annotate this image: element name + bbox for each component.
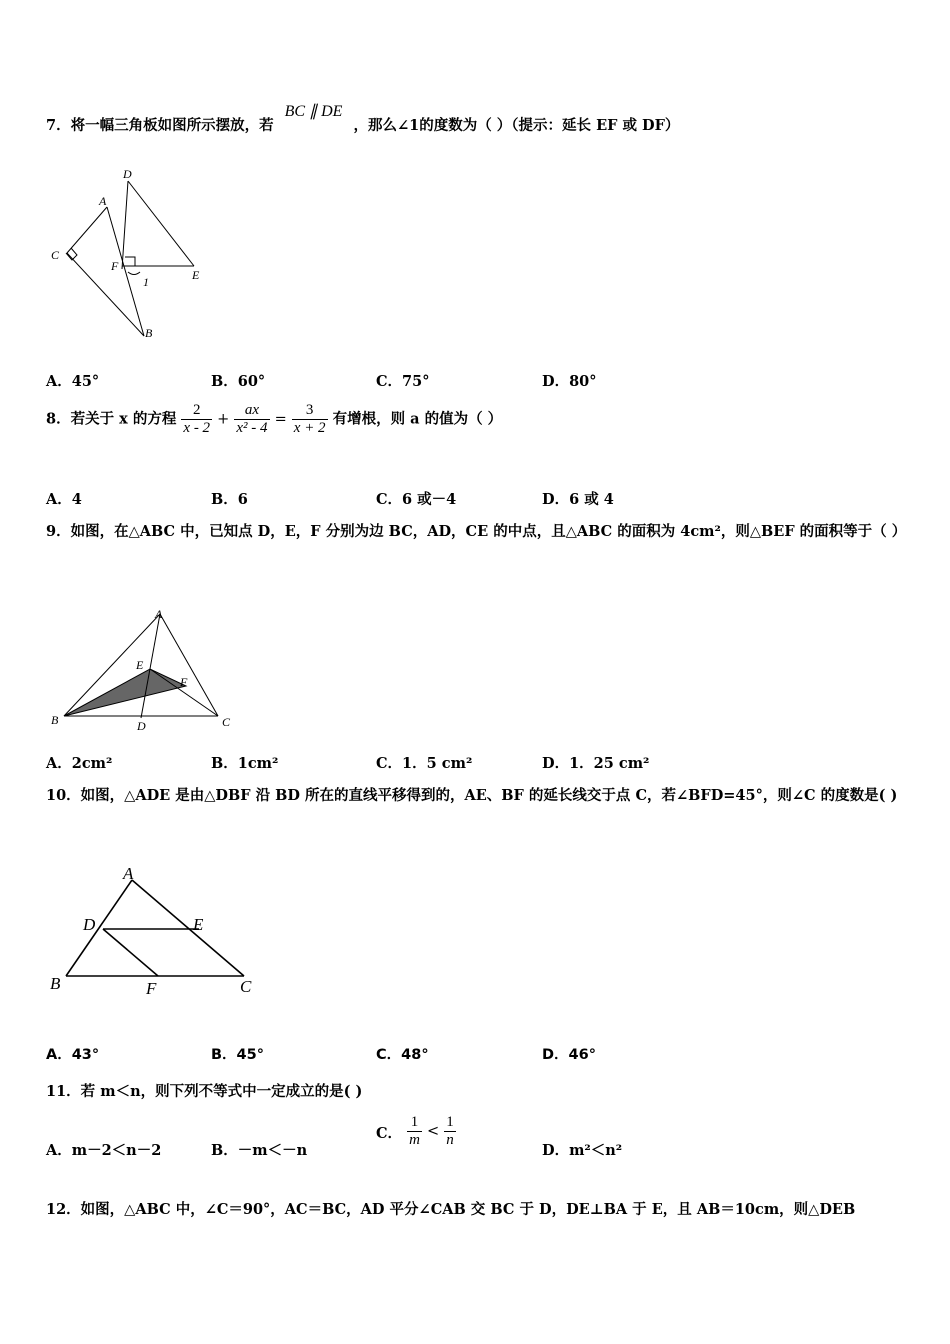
q9-option-b[interactable]: B．1cm²: [211, 755, 279, 772]
q8-stem: [46, 402, 502, 437]
q10-option-d[interactable]: D．46°: [542, 1047, 596, 1063]
q10-segment-ac: [132, 880, 244, 976]
q9-option-c[interactable]: C．1．5 cm²: [376, 755, 473, 772]
q9-option-a[interactable]: A．2cm²: [46, 755, 113, 772]
q10-label-b: B: [50, 974, 61, 993]
q10-segment-ab: [66, 880, 132, 976]
q7-figure: [44, 165, 219, 345]
q11-stem: 11．若 m＜n，则下列不等式中一定成立的是( ): [46, 1083, 363, 1100]
q11-option-a[interactable]: A．m－2＜n－2: [46, 1142, 162, 1159]
q9-figure: [48, 606, 238, 736]
q10-label-c: C: [240, 977, 252, 996]
q9-stem: 9．如图，在△ABC 中，已知点 D，E，F 分别为边 BC，AD，CE 的中点，且△ABC 的面积为 4cm²，则△BEF 的面积等于（ ）: [46, 523, 907, 540]
q11-option-b[interactable]: B．－m＜－n: [211, 1142, 308, 1159]
q7-label-b: B: [145, 326, 153, 340]
q7-stem-prefix: 7．将一幅三角板如图所示摆放，若: [46, 117, 274, 134]
q9-segment-ac: [160, 614, 218, 716]
q7-parallel-math: BC ∥ DE: [284, 103, 343, 120]
q7-label-f: F: [111, 259, 119, 273]
q7-segment-de: [128, 181, 194, 266]
q10-segment-df: [103, 929, 158, 976]
q7-label-angle-1: 1: [143, 275, 149, 289]
q8-option-b[interactable]: B．6: [211, 491, 248, 508]
q8-option-a[interactable]: A．4: [46, 491, 82, 508]
q9-shaded-triangle-bef: [64, 669, 186, 716]
q12-stem: 12．如图，△ABC 中，∠C＝90°，AC＝BC，AD 平分∠CAB 交 BC 于 D，DE⊥BA 于 E，且 AB＝10cm，则△DEB: [46, 1201, 856, 1218]
q7-label-d: D: [123, 167, 132, 181]
q10-option-c[interactable]: C．48°: [376, 1047, 429, 1063]
q7-stem: [46, 103, 680, 135]
q9-segment-ad: [141, 614, 160, 718]
q11-option-d[interactable]: D．m²＜n²: [542, 1142, 623, 1159]
q9-option-d[interactable]: D．1．25 cm²: [542, 755, 650, 772]
q10-option-b[interactable]: B．45°: [211, 1047, 264, 1063]
q8-plus: +: [217, 411, 230, 428]
q10-label-f: F: [146, 979, 157, 998]
q9-label-c: C: [222, 715, 231, 729]
q7-option-a[interactable]: A．45°: [46, 373, 100, 390]
q7-label-e: E: [192, 268, 200, 282]
q11-option-c-fraction-1: [407, 1114, 422, 1149]
q10-label-a: A: [123, 864, 134, 883]
q8-fraction-2-numerator: ax: [244, 402, 259, 418]
q11-option-c-fraction-2: [444, 1114, 456, 1149]
q8-fraction-1-denominator: x - 2: [183, 420, 211, 436]
q8-fraction-3-numerator: 3: [305, 402, 314, 418]
q11-option-c-fraction-2-denominator: n: [446, 1132, 454, 1148]
q7-angle-1-arc: [128, 272, 140, 275]
q7-segment-df: [122, 181, 128, 269]
q10-figure: [46, 860, 266, 1000]
q11-option-c[interactable]: [376, 1114, 456, 1149]
q9-label-d: D: [137, 719, 146, 733]
q8-fraction-2: [234, 402, 269, 437]
q8-stem-suffix: 有增根，则 a 的值为（ ）: [332, 410, 503, 428]
q8-option-d[interactable]: D．6 或 4: [542, 491, 614, 508]
q8-option-c[interactable]: C．6 或－4: [376, 491, 457, 508]
q8-fraction-1-numerator: 2: [192, 402, 201, 418]
q9-label-e: E: [136, 658, 144, 672]
q8-fraction-3-denominator: x + 2: [293, 420, 326, 436]
q10-option-a[interactable]: A．43°: [46, 1047, 100, 1063]
q7-option-b[interactable]: B．60°: [211, 373, 266, 390]
q11-option-c-less-than: <: [427, 1123, 440, 1140]
q7-option-d[interactable]: D．80°: [542, 373, 597, 390]
q7-right-angle-f: [125, 257, 135, 266]
q8-stem-prefix: 8．若关于 x 的方程: [46, 410, 177, 428]
q11-option-c-label: C．: [376, 1124, 403, 1142]
q10-label-e: E: [193, 915, 204, 934]
q9-label-f: F: [180, 675, 188, 689]
q8-fraction-2-denominator: x² - 4: [236, 420, 268, 436]
q10-stem: 10．如图，△ADE 是由△DBF 沿 BD 所在的直线平移得到的，AE、BF 的延长线交于点 C，若∠BFD=45°，则∠C 的度数是( ): [46, 787, 898, 804]
q11-option-c-fraction-2-numerator: 1: [446, 1114, 454, 1130]
q11-option-c-fraction-1-numerator: 1: [410, 1114, 419, 1130]
q7-option-c[interactable]: C．75°: [376, 373, 430, 390]
q9-label-a: A: [155, 607, 163, 621]
q11-option-c-fraction-1-denominator: m: [409, 1132, 420, 1148]
q8-equals: =: [274, 411, 287, 428]
q10-label-d: D: [83, 915, 96, 934]
q8-fraction-1: [181, 402, 212, 437]
q8-fraction-3: [292, 402, 328, 437]
q7-label-c: C: [51, 248, 60, 262]
q7-stem-suffix: ，那么∠1的度数为（ ）（提示：延长 EF 或 DF）: [353, 117, 680, 134]
q7-segment-ca: [67, 207, 107, 253]
q9-label-b: B: [51, 713, 59, 727]
q7-label-a: A: [99, 194, 107, 208]
